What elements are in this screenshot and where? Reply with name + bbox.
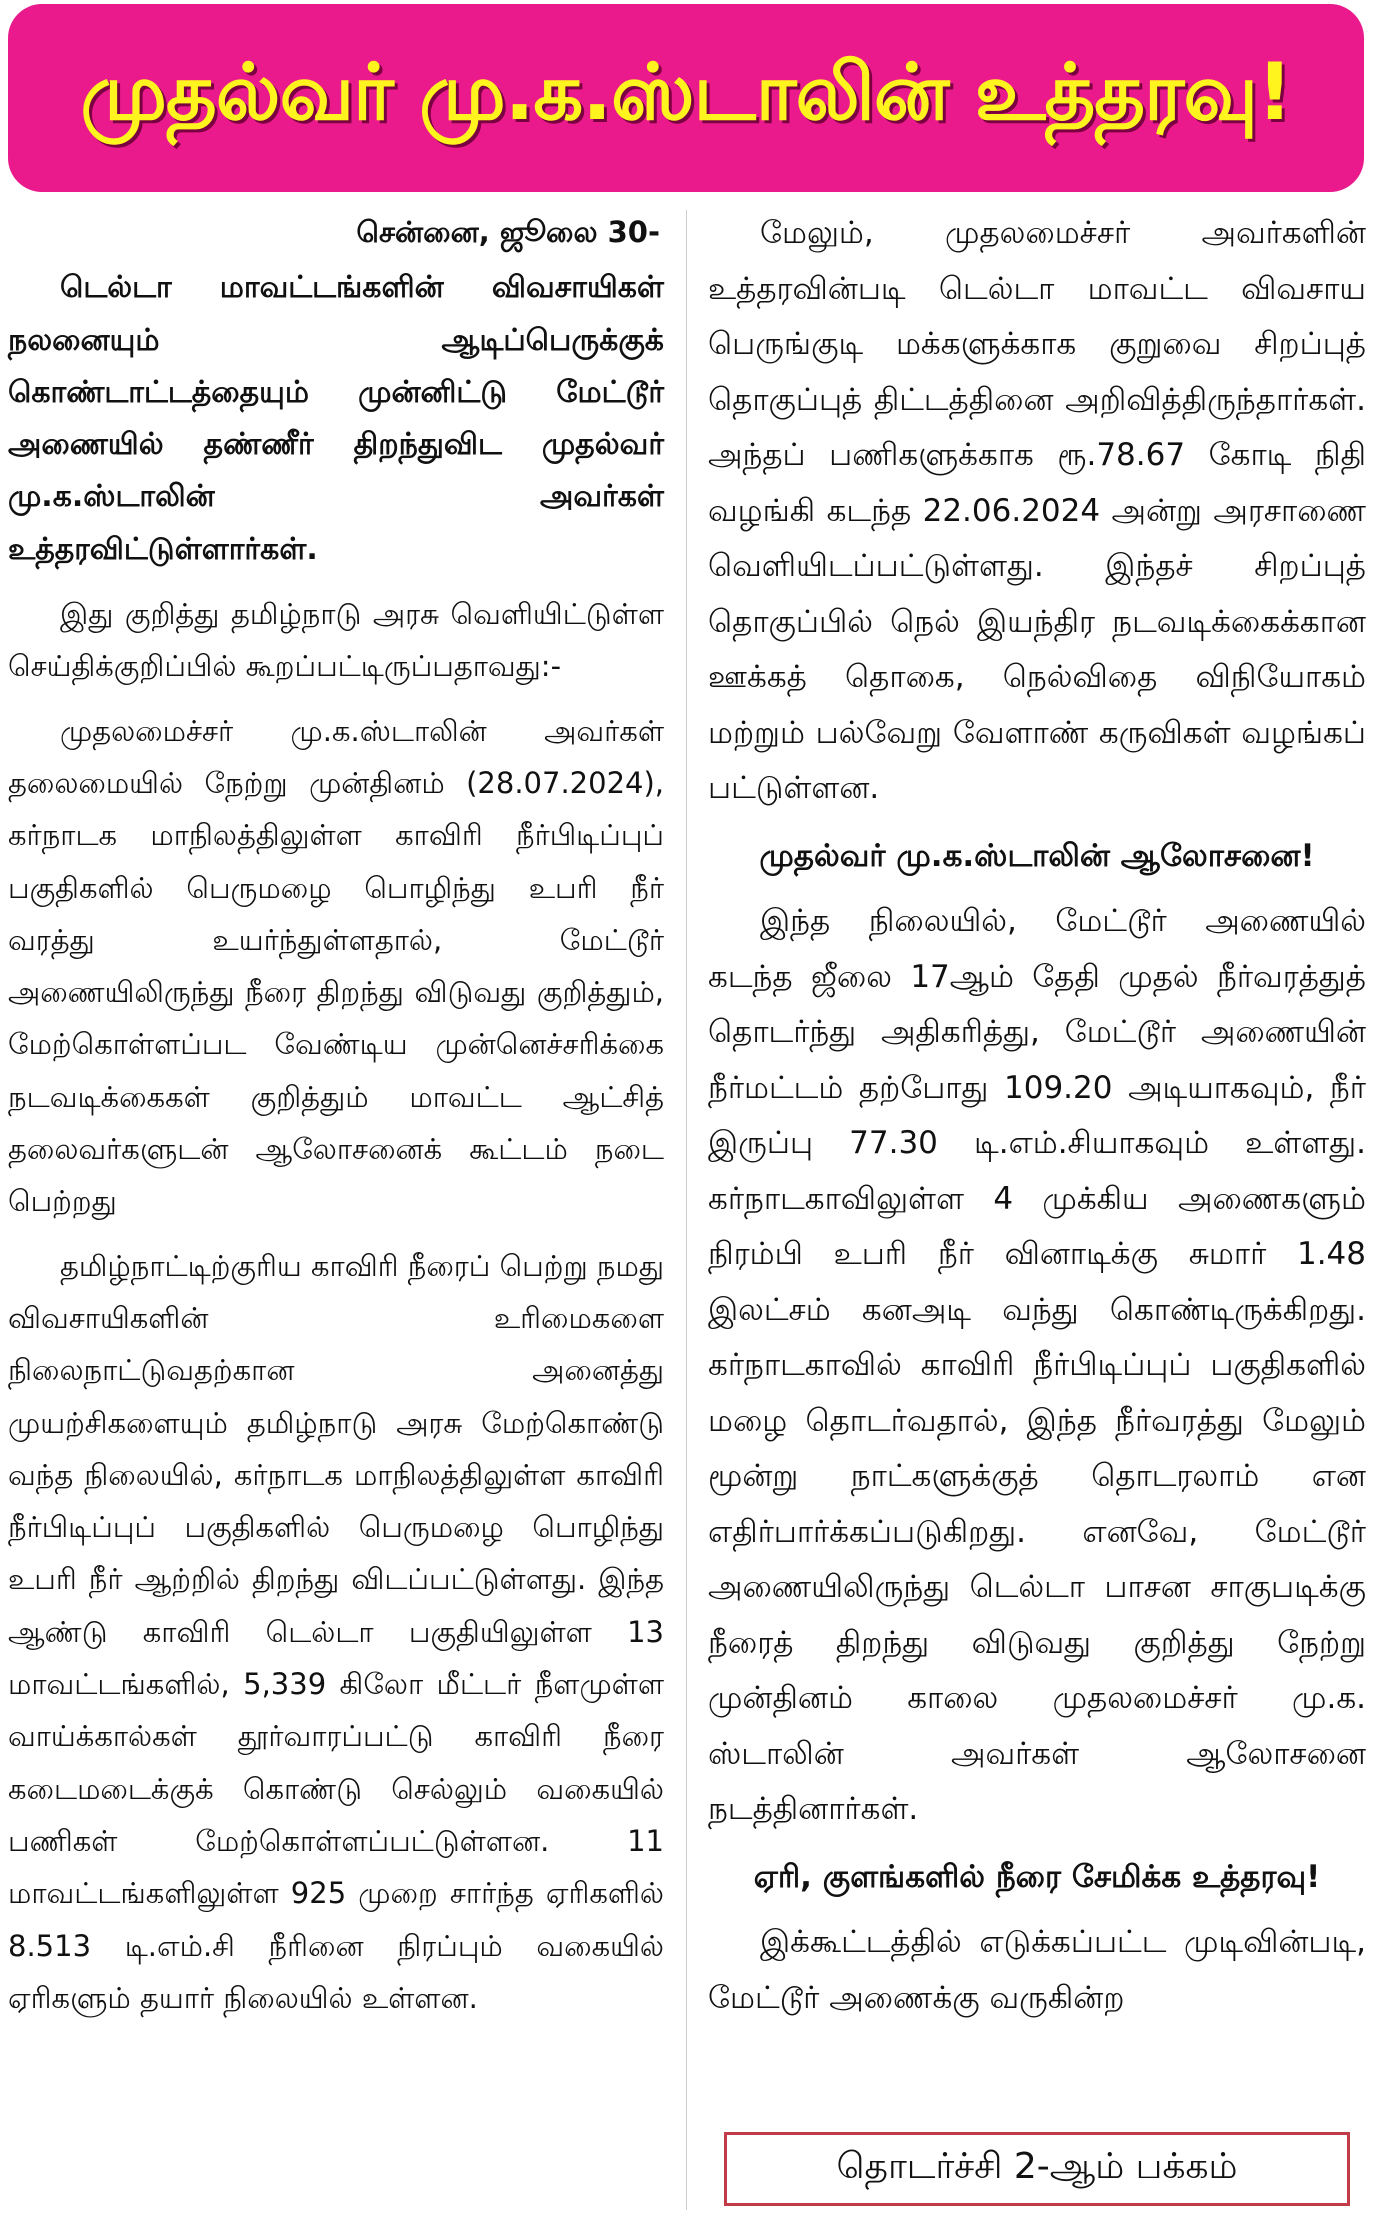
subheading: ஏரி, குளங்களில் நீரை சேமிக்க உத்தரவு! [753,1858,1321,1895]
dateline: சென்னை, ஜூலை 30- [356,215,660,249]
paragraph: இது குறித்து தமிழ்நாடு அரசு வெளியிட்டுள்ள செய்திக்குறிப்பில் கூறப்பட்டிருப்பதாவது:- [8,597,664,684]
right-column [708,206,1366,2038]
headline: முதல்வர் மு.க.ஸ்டாலின் உத்தரவு! [80,48,1292,138]
lead-paragraph: டெல்டா மாவட்டங்களின் விவசாயிகள் நலனையும் ஆடிப்பெருக்குக் கொண்டாட்டத்தையும் முன்னிட்டு மேட்டூர் அணையில் தண்ணீர் திறந்துவிட முதல்வர் மு.க.ஸ்டாலின் அவர்கள் உத்தரவிட்டுள்ளார்கள். [8,270,664,567]
paragraph: இந்த நிலையில், மேட்டூர் அணையில் கடந்த ஜீலை 17ஆம் தேதி முதல் நீர்வரத்துத் தொடர்ந்து அதிகரித்து, மேட்டூர் அணையின் நீர்மட்டம் தற்போது 109.20 அடியாகவும், நீர் இருப்பு 77.30 டி.எம்.சியாகவும் உள்ளது. கர்நாடகாவிலுள்ள 4 முக்கிய அணைகளும் நிரம்பி உபரி நீர் வினாடிக்கு சுமார் 1.48 இலட்சம் கனஅடி வந்து கொண்டிருக்கிறது. கர்நாடகாவில் காவிரி நீர்பிடிப்புப் பகுதிகளில் மழை தொடர்வதால், இந்த நீர்வரத்து மேலும் மூன்று நாட்களுக்குத் தொடரலாம் என எதிர்பார்க்கப்படுகிறது. எனவே, மேட்டூர் அணையிலிருந்து டெல்டா பாசன சாகுபடிக்கு நீரைத் திறந்து விடுவது குறித்து நேற்று முன்தினம் காலை முதலமைச்சர் மு.க. ஸ்டாலின் அவர்கள் ஆலோசனை நடத்தினார்கள். [708,903,1366,1827]
subheading: முதல்வர் மு.க.ஸ்டாலின் ஆலோசனை! [759,837,1315,874]
left-column [8,206,664,2036]
continuation-box: தொடர்ச்சி 2-ஆம் பக்கம் [724,2132,1350,2206]
headline-banner [8,4,1364,192]
paragraph: முதலமைச்சர் மு.க.ஸ்டாலின் அவர்கள் தலைமையில் நேற்று முன்தினம் (28.07.2024), கர்நாடக மாநிலத்திலுள்ள காவிரி நீர்பிடிப்புப் பகுதிகளில் பெருமழை பொழிந்து உபரி நீர் வரத்து உயர்ந்துள்ளதால், மேட்டூர் அணையிலிருந்து நீரை திறந்து விடுவது குறித்தும், மேற்கொள்ளப்பட வேண்டிய முன்னெச்சரிக்கை நடவடிக்கைகள் குறித்தும் மாவட்ட ஆட்சித் தலைவர்களுடன் ஆலோசனைக் கூட்டம் நடை பெற்றது [8,713,664,1219]
paragraph: தமிழ்நாட்டிற்குரிய காவிரி நீரைப் பெற்று நமது விவசாயிகளின் உரிமைகளை நிலைநாட்டுவதற்கான அனைத்து முயற்சிகளையும் தமிழ்நாடு அரசு மேற்கொண்டு வந்த நிலையில், கர்நாடக மாநிலத்திலுள்ள காவிரி நீர்பிடிப்புப் பகுதிகளில் பெருமழை பொழிந்து உபரி நீர் ஆற்றில் திறந்து விடப்பட்டுள்ளது. இந்த ஆண்டு காவிரி டெல்டா பகுதியிலுள்ள 13 மாவட்டங்களில், 5,339 கிலோ மீட்டர் நீளமுள்ள வாய்க்கால்கள் தூர்வாரப்பட்டு காவிரி நீரை கடைமடைக்குக் கொண்டு செல்லும் வகையில் பணிகள் மேற்கொள்ளப்பட்டுள்ளன. 11 மாவட்டங்களிலுள்ள 925 முறை சார்ந்த ஏரிகளில் 8.513 டி.எம்.சி நீரினை நிரப்பும் வகையில் ஏரிகளும் தயார் நிலையில் உள்ளன. [8,1248,665,2015]
paragraph: மேலும், முதலமைச்சர் அவர்களின் உத்தரவின்படி டெல்டா மாவட்ட விவசாய பெருங்குடி மக்களுக்காக குறுவை சிறப்புத் தொகுப்புத் திட்டத்தினை அறிவித்திருந்தார்கள். அந்தப் பணிகளுக்காக ரூ.78.67 கோடி நிதி வழங்கி கடந்த 22.06.2024 அன்று அரசாணை வெளியிடப்பட்டுள்ளது. இந்தச் சிறப்புத் தொகுப்பில் நெல் இயந்திர நடவடிக்கைக்கான ஊக்கத் தொகை, நெல்விதை விநியோகம் மற்றும் பல்வேறு வேளாண் கருவிகள் வழங்கப் பட்டுள்ளன. [708,215,1366,806]
column-divider [686,210,687,2210]
paragraph: இக்கூட்டத்தில் எடுக்கப்பட்ட முடிவின்படி, மேட்டூர் அணைக்கு வருகின்ற [708,1924,1366,2016]
